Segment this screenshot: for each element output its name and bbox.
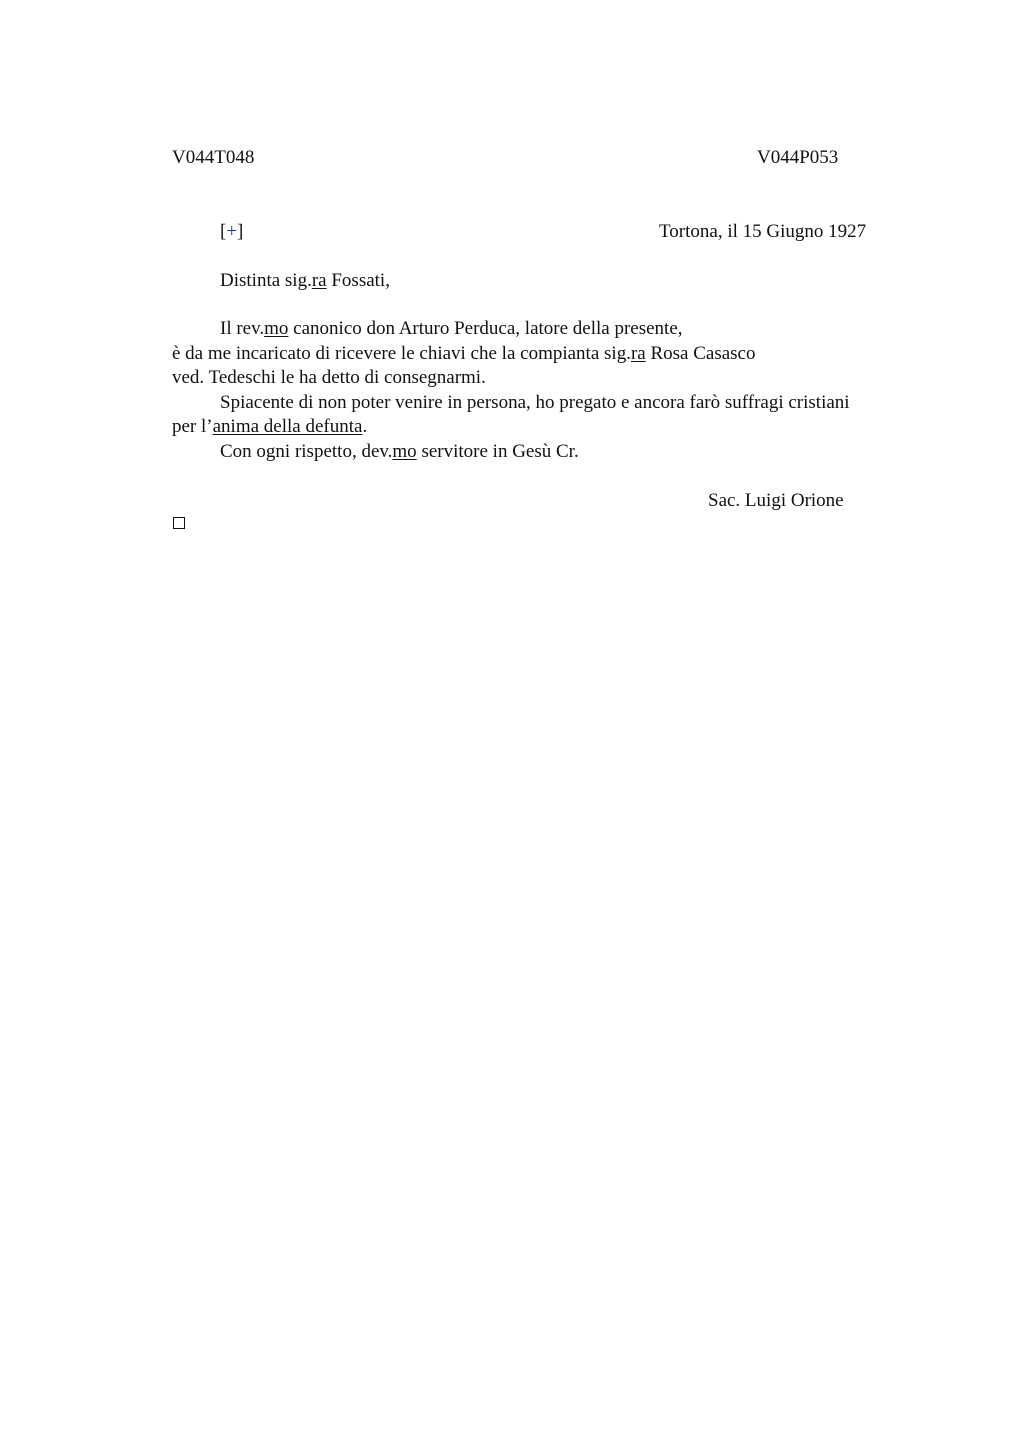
header-right-code: V044P053 <box>757 147 839 168</box>
p1-l2-pre: è da me incaricato di ricevere le chiavi che la compianta sig. <box>172 343 631 364</box>
salutation <box>220 269 390 293</box>
cross-mark <box>220 220 243 244</box>
p1-l2-abbr: ra <box>630 343 646 364</box>
p2-l2-pre: per l’ <box>172 416 213 437</box>
paragraph-2-line-1: Spiacente di non poter venire in persona, ho pregato e ancora farò suffragi cristiani <box>220 392 850 413</box>
p3-l1-pre: Con ogni rispetto, dev. <box>220 441 393 462</box>
salutation-abbr: ra <box>311 270 327 291</box>
paragraph-2-line-2 <box>172 415 367 439</box>
salutation-post: Fossati, <box>326 270 390 291</box>
p3-l1-abbr: mo <box>392 441 417 462</box>
place-date: Tortona, il 15 Giugno 1927 <box>659 221 867 242</box>
header-left-code: V044T048 <box>172 147 255 168</box>
signature: Sac. Luigi Orione <box>708 490 844 511</box>
p3-l1-post: servitore in Gesù Cr. <box>416 441 579 462</box>
paragraph-1-line-1 <box>220 317 683 341</box>
paragraph-1-line-3: ved. Tedeschi le ha detto di consegnarmi. <box>172 367 486 388</box>
cross-icon: + <box>226 221 238 242</box>
p1-l1-pre: Il rev. <box>220 318 265 339</box>
paragraph-3-line-1 <box>220 440 579 464</box>
p1-l1-abbr: mo <box>264 318 289 339</box>
p1-l2-post: Rosa Casasco <box>645 343 756 364</box>
p2-l2-post: . <box>362 416 368 437</box>
p1-l1-post: canonico don Arturo Perduca, latore della presente, <box>288 318 683 339</box>
cross-mark-open: [ <box>220 221 227 242</box>
paragraph-1-line-2 <box>172 342 755 366</box>
salutation-pre: Distinta sig. <box>220 270 312 291</box>
empty-square-icon <box>173 517 185 529</box>
cross-mark-close: ] <box>237 221 244 242</box>
p2-l2-underlined: anima della defunta <box>212 416 363 437</box>
